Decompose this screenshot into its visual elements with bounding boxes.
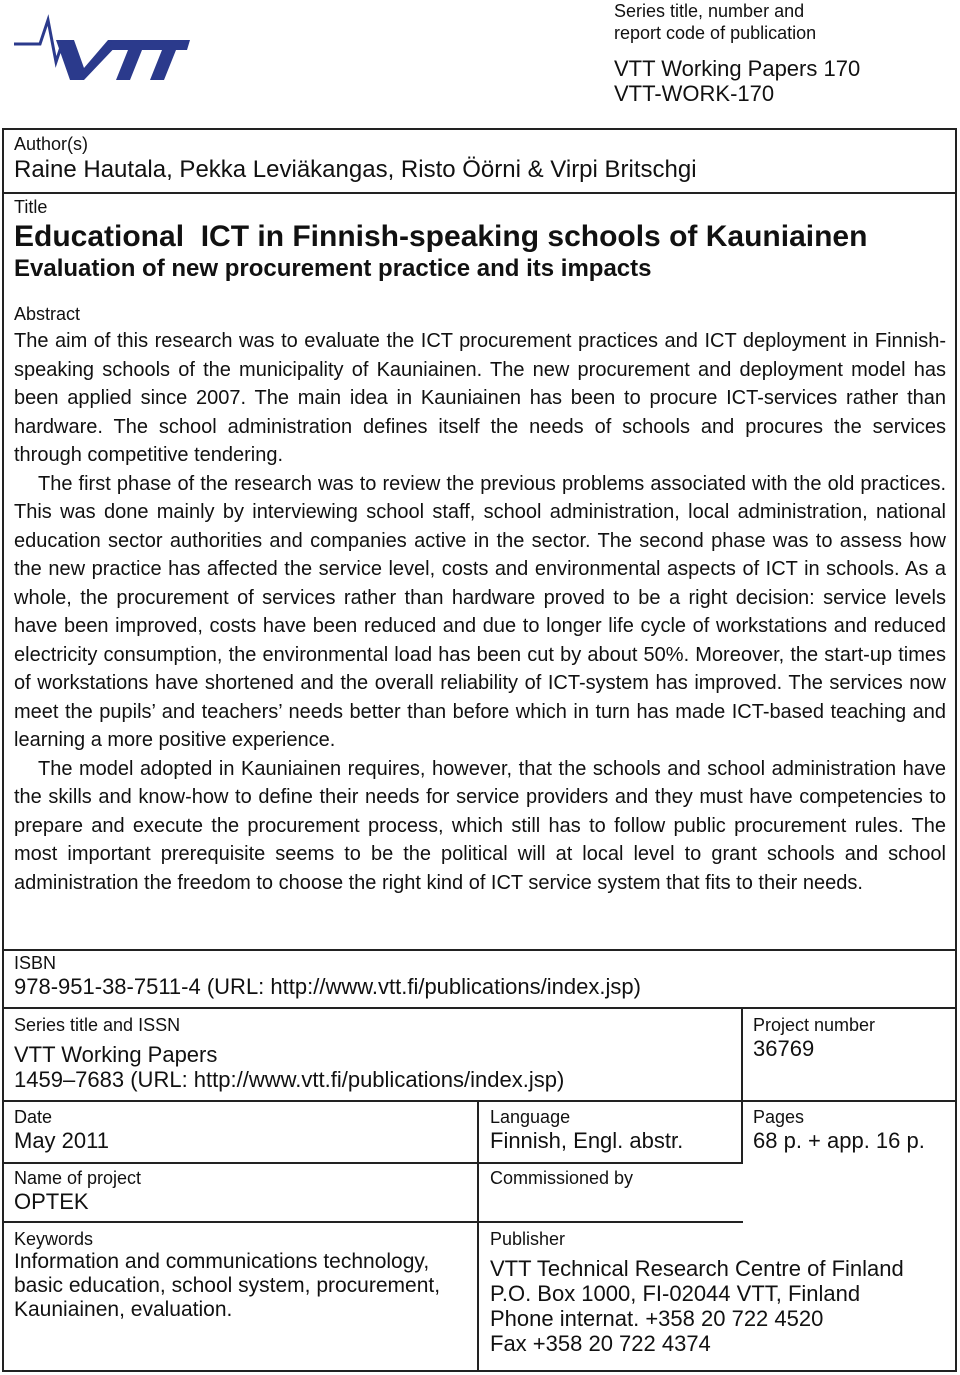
divider-series — [2, 1100, 957, 1102]
language-section — [490, 1106, 683, 1153]
project-name-section — [14, 1167, 141, 1214]
series-header — [614, 0, 860, 106]
divider-project-number — [741, 1007, 743, 1164]
title-main: Educational ICT in Finnish-speaking schools of Kauniainen — [14, 220, 868, 253]
vtt-logo — [12, 12, 192, 88]
series-label-line1: Series title, number and — [614, 1, 805, 21]
isbn-label: ISBN — [14, 953, 57, 973]
author-section — [14, 133, 697, 184]
publisher-line: Fax +358 20 722 4374 — [490, 1331, 711, 1356]
abstract-paragraph: The aim of this research was to evaluate the ICT procurement practices and ICT deployment in Finnish-speaking schools of the municipality of Kauniainen. The new procurement and deployment model has been applied since 2007. The main idea in Kauniainen has been to procure ICT-services rather than hardware. The school administration defines itself the needs of schools and procures the services through competitive tendering. — [14, 330, 946, 466]
divider-project — [2, 1221, 743, 1223]
divider-middle-column — [477, 1100, 479, 1372]
abstract-body — [14, 327, 946, 897]
project-name-label: Name of project — [14, 1168, 142, 1188]
author-names: Raine Hautala, Pekka Leviäkangas, Risto Öörni & Virpi Britschgi — [14, 156, 697, 183]
publisher-section — [490, 1228, 904, 1356]
commissioned-section — [490, 1167, 633, 1189]
publisher-line: Phone internat. +358 20 722 4520 — [490, 1306, 824, 1331]
date-value: May 2011 — [14, 1128, 109, 1153]
date-section — [14, 1106, 109, 1153]
language-value: Finnish, Engl. abstr. — [490, 1128, 684, 1153]
pages-label: Pages — [753, 1107, 805, 1127]
author-label: Author(s) — [14, 134, 89, 154]
series-issn-label: Series title and ISSN — [14, 1015, 181, 1035]
abstract-paragraph: The model adopted in Kauniainen requires, however, that the schools and school administration have the skills and know-how to define their needs for service providers and they must have competencies to prepare and execute the procurement process, which still has to follow public procurement rules. The most important prerequisite seems to be the political will at local level to grant schools and school administration the freedom to choose the right kind of ICT service system that fits to their needs. — [14, 757, 946, 894]
series-issn-section — [14, 1014, 564, 1092]
isbn-value: 978-951-38-7511-4 (URL: http://www.vtt.fi/publications/index.jsp) — [14, 974, 641, 999]
title-label: Title — [14, 197, 48, 217]
language-label: Language — [490, 1107, 571, 1127]
title-section — [14, 196, 867, 284]
publisher-label: Publisher — [490, 1229, 566, 1249]
keywords-line: basic education, school system, procurement, — [14, 1274, 441, 1297]
abstract-paragraph: The first phase of the research was to review the previous problems associated with the old practices. This was done mainly by interviewing school staff, school administration, local administration, national education sector authorities and companies active in the sector. The second phase was to assess how the new practice has affected the service level, costs and environmental aspects of ICT in schools. As a whole, the procurement of services rather than hardware proved to be a right decision: service levels have been improved, costs have been reduced and due to longer life cycle of workstations and reduced electricity consumption, the environmental load has been cut by about 50%. Moreover, the start-up times of workstations have shortened and the overall reliability of ICT-system has improved. The services now meet the pupils’ and teachers’ needs better than before which in turn has made ICT-based teaching and learning a more positive experience. — [14, 472, 946, 751]
keywords-label: Keywords — [14, 1229, 94, 1249]
logo-letter-t2 — [149, 40, 190, 80]
date-label: Date — [14, 1107, 53, 1127]
project-number-label: Project number — [753, 1015, 876, 1035]
isbn-section — [14, 952, 641, 999]
series-issn-title: VTT Working Papers — [14, 1042, 218, 1067]
project-name-value: OPTEK — [14, 1189, 89, 1214]
divider-date — [2, 1162, 743, 1164]
series-label-line2: report code of publication — [614, 23, 817, 43]
divider-abstract — [2, 949, 957, 951]
report-code: VTT-WORK-170 — [614, 81, 775, 106]
project-number-section — [753, 1014, 875, 1061]
publisher-line: VTT Technical Research Centre of Finland — [490, 1256, 904, 1281]
pages-value: 68 p. + app. 16 p. — [753, 1128, 925, 1153]
pages-section — [753, 1106, 925, 1153]
divider-author — [2, 192, 957, 194]
title-subtitle: Evaluation of new procurement practice and its impacts — [14, 255, 652, 282]
series-number: VTT Working Papers 170 — [614, 56, 861, 81]
project-number-value: 36769 — [753, 1036, 815, 1061]
keywords-section — [14, 1228, 440, 1322]
commissioned-label: Commissioned by — [490, 1168, 634, 1188]
series-issn-number: 1459–7683 (URL: http://www.vtt.fi/publications/index.jsp) — [14, 1067, 565, 1092]
abstract-section — [14, 303, 946, 897]
keywords-line: Kauniainen, evaluation. — [14, 1298, 233, 1321]
publisher-line: P.O. Box 1000, FI-02044 VTT, Finland — [490, 1281, 861, 1306]
keywords-line: Information and communications technology, — [14, 1250, 430, 1273]
divider-isbn — [2, 1007, 957, 1009]
abstract-label: Abstract — [14, 304, 81, 324]
